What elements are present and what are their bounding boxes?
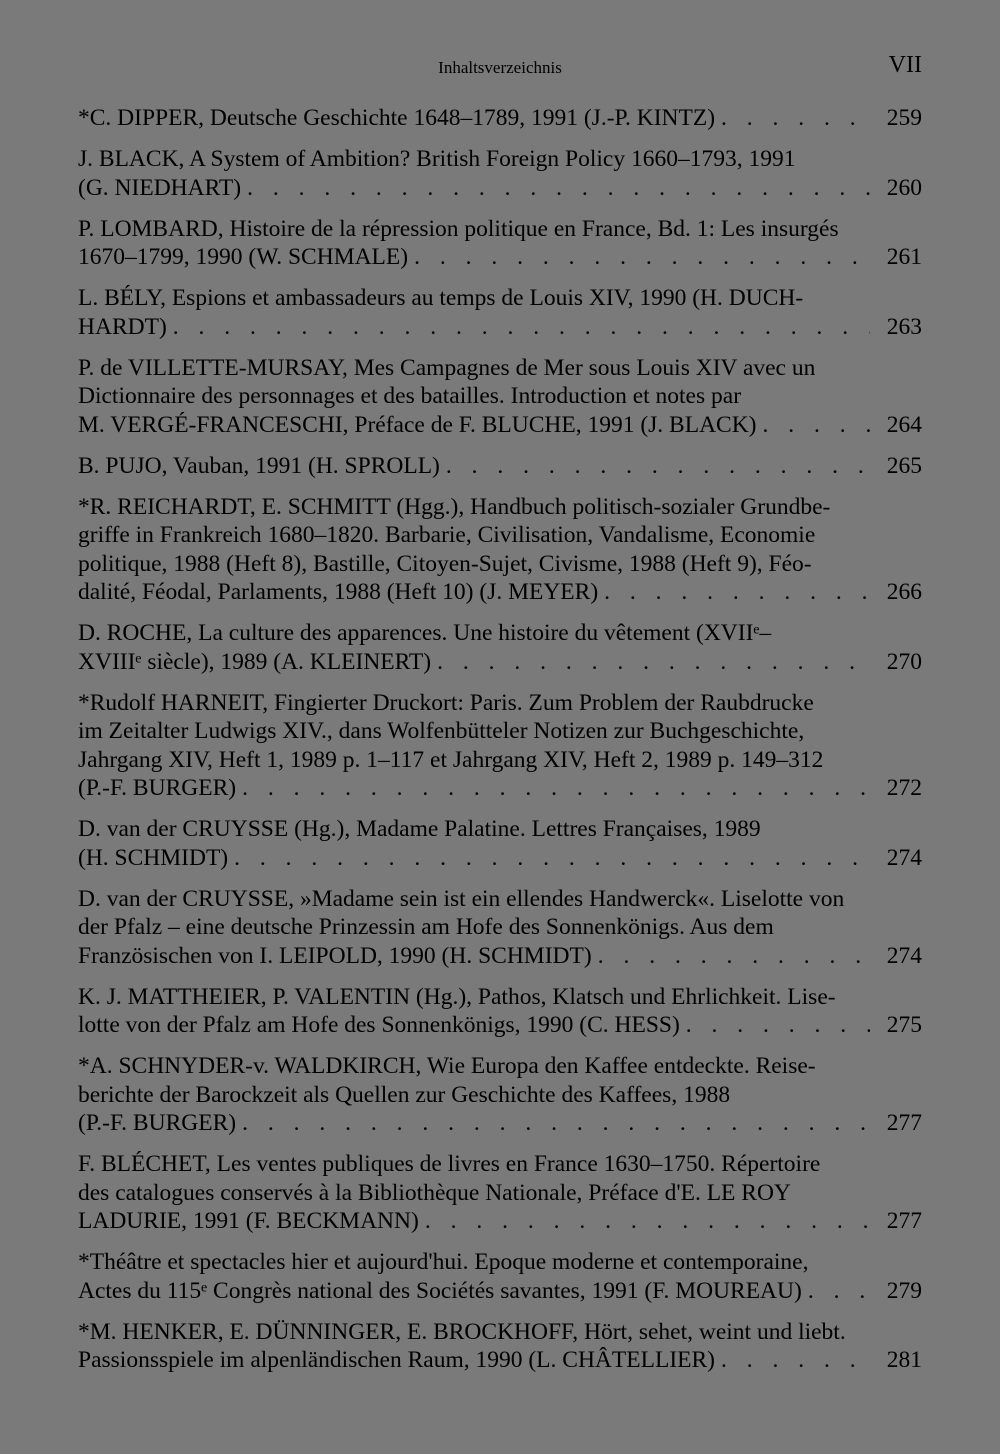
toc-entry-line: *A. SCHNYDER-v. WALDKIRCH, Wie Europa den Kaffee entdeckte. Reise- xyxy=(78,1053,816,1079)
toc-entry-last-line xyxy=(78,104,922,133)
toc-entry xyxy=(78,619,922,676)
toc-entry xyxy=(78,815,922,872)
toc-entry-text: HARDT) xyxy=(78,313,167,340)
dot-leader xyxy=(757,411,870,440)
toc-entry-last-line xyxy=(78,174,922,203)
toc-entry-last-line xyxy=(78,648,922,677)
toc-entry-text: 1670–1799, 1990 (W. SCHMALE) xyxy=(78,244,409,270)
toc-entry-last-line xyxy=(78,313,922,342)
toc-page-number: 277 xyxy=(886,1208,922,1234)
toc-page-number: 264 xyxy=(886,411,922,438)
toc-entry-line: D. van der CRUYSSE (Hg.), Madame Palatine. Lettres Françaises, 1989 xyxy=(78,816,761,842)
toc-entry-text: (P.-F. BURGER) xyxy=(78,775,237,801)
toc-entry-line: D. van der CRUYSSE, »Madame sein ist ein ellendes Handwerck«. Liselotte von xyxy=(78,885,845,912)
toc-entry-last-line xyxy=(78,411,922,440)
toc-entry-line: *Rudolf HARNEIT, Fingierter Druckort: Paris. Zum Problem der Raubdrucke xyxy=(78,689,814,716)
dot-leader xyxy=(715,104,870,133)
header-title: Inhaltsverzeichnis xyxy=(438,58,562,77)
toc-entry xyxy=(78,493,922,607)
toc-entry-last-line xyxy=(78,774,922,803)
toc-entry xyxy=(78,215,922,272)
toc-entry xyxy=(78,1150,922,1236)
dot-leader xyxy=(419,1207,870,1236)
toc-entry-line: L. BÉLY, Espions et ambassadeurs au temps de Louis XIV, 1990 (H. DUCH- xyxy=(78,285,804,311)
toc-entry xyxy=(78,284,922,341)
toc-entry xyxy=(78,983,922,1040)
toc-entry-text: *C. DIPPER, Deutsche Geschichte 1648–1789, 1991 (J.-P. KINTZ) xyxy=(78,105,716,131)
toc-page-number: 266 xyxy=(886,579,922,605)
toc-entry-last-line xyxy=(78,1109,922,1138)
toc-entry-line: Jahrgang XIV, Heft 1, 1989 p. 1–117 et Jahrgang XIV, Heft 2, 1989 p. 149–312 xyxy=(78,746,824,773)
toc-entry xyxy=(78,145,922,202)
dot-leader xyxy=(598,578,870,607)
toc-entry-line: Dictionnaire des personnages et des batailles. Introduction et notes par xyxy=(78,383,742,409)
toc-entry-last-line xyxy=(78,1277,922,1306)
dot-leader xyxy=(592,942,870,971)
toc-entry-line: der Pfalz – eine deutsche Prinzessin am Hofe des Sonnenkönigs. Aus dem xyxy=(78,914,774,940)
toc-entry xyxy=(78,689,922,803)
toc-page-number: 277 xyxy=(886,1110,922,1136)
toc-entry-last-line xyxy=(78,1011,922,1040)
toc-entry-line: des catalogues conservés à la Bibliothèque Nationale, Préface d'E. LE ROY xyxy=(78,1179,791,1206)
toc-entry-text: dalité, Féodal, Parlaments, 1988 (Heft 10) (J. MEYER) xyxy=(78,579,599,605)
toc-entry-line: politique, 1988 (Heft 8), Bastille, Citoyen-Sujet, Civisme, 1988 (Heft 9), Féo- xyxy=(78,550,812,577)
toc-entry-text: (P.-F. BURGER) xyxy=(78,1110,237,1136)
toc-entry-text: Actes du 115ᵉ Congrès national des Sociétés savantes, 1991 (F. MOUREAU) xyxy=(78,1277,802,1304)
dot-leader xyxy=(802,1277,870,1306)
toc-page-number: 272 xyxy=(886,775,922,801)
toc-entry-last-line xyxy=(78,1346,922,1375)
toc-entry-line: J. BLACK, A System of Ambition? British Foreign Policy 1660–1793, 1991 xyxy=(78,146,796,172)
toc-entry xyxy=(78,452,922,481)
toc-page-number: 263 xyxy=(886,313,922,340)
toc-entry-line: K. J. MATTHEIER, P. VALENTIN (Hg.), Pathos, Klatsch und Ehrlichkeit. Lise- xyxy=(78,983,836,1010)
toc-entry-last-line xyxy=(78,844,922,873)
toc-page-number: 281 xyxy=(886,1347,922,1373)
dot-leader xyxy=(236,1109,870,1138)
toc-entry-text: lotte von der Pfalz am Hofe des Sonnenkönigs, 1990 (C. HESS) xyxy=(78,1012,680,1038)
toc-entry-line: P. de VILLETTE-MURSAY, Mes Campagnes de Mer sous Louis XIV avec un xyxy=(78,354,816,381)
toc-entry xyxy=(78,1052,922,1138)
toc-entry-line: P. LOMBARD, Histoire de la répression politique en France, Bd. 1: Les insurgés xyxy=(78,215,839,242)
running-header xyxy=(78,52,922,84)
dot-leader xyxy=(241,174,870,203)
header-page-number: VII xyxy=(888,52,922,78)
toc-entry xyxy=(78,885,922,971)
dot-leader xyxy=(440,452,870,481)
dot-leader xyxy=(408,243,870,272)
toc-entry-last-line xyxy=(78,243,922,272)
toc-entry-text: XVIIIᵉ siècle), 1989 (A. KLEINERT) xyxy=(78,648,432,675)
toc-entry-last-line xyxy=(78,942,922,971)
toc-entry-text: LADURIE, 1991 (F. BECKMANN) xyxy=(78,1208,419,1234)
toc-page-number: 265 xyxy=(886,452,922,479)
dot-leader xyxy=(715,1346,870,1375)
toc-page-number: 274 xyxy=(886,844,922,871)
toc-entry-line: *M. HENKER, E. DÜNNINGER, E. BROCKHOFF, Hört, sehet, weint und liebt. xyxy=(78,1318,846,1345)
toc-entry xyxy=(78,354,922,440)
dot-leader xyxy=(680,1011,870,1040)
toc-entry-text: M. VERGÉ-FRANCESCHI, Préface de F. BLUCHE, 1991 (J. BLACK) xyxy=(78,411,757,438)
toc-entry-text: B. PUJO, Vauban, 1991 (H. SPROLL) xyxy=(78,452,440,479)
toc-page-number: 275 xyxy=(886,1012,922,1038)
dot-leader xyxy=(228,844,870,873)
toc-entry-line: F. BLÉCHET, Les ventes publiques de livres en France 1630–1750. Répertoire xyxy=(78,1151,821,1177)
toc-entry-text: Passionsspiele im alpenländischen Raum, 1990 (L. CHÂTELLIER) xyxy=(78,1347,716,1373)
toc-entry-line: im Zeitalter Ludwigs XIV., dans Wolfenbütteler Notizen zur Buchgeschichte, xyxy=(78,718,805,744)
toc-entry-last-line xyxy=(78,578,922,607)
toc-entry-last-line xyxy=(78,452,922,481)
toc-entries xyxy=(78,104,922,1387)
toc-page-number: 279 xyxy=(886,1277,922,1304)
dot-leader xyxy=(431,648,870,677)
dot-leader xyxy=(236,774,870,803)
toc-entry-text: Französischen von I. LEIPOLD, 1990 (H. SCHMIDT) xyxy=(78,942,592,969)
toc-page-number: 259 xyxy=(886,105,922,131)
toc-entry-line: berichte der Barockzeit als Quellen zur Geschichte des Kaffees, 1988 xyxy=(78,1081,731,1108)
toc-entry-line: griffe in Frankreich 1680–1820. Barbarie, Civilisation, Vandalisme, Economie xyxy=(78,522,816,548)
toc-entry-text: (H. SCHMIDT) xyxy=(78,844,229,871)
toc-entry xyxy=(78,1318,922,1375)
toc-entry xyxy=(78,1248,922,1305)
toc-page-number: 270 xyxy=(886,648,922,675)
toc-entry-last-line xyxy=(78,1207,922,1236)
toc-page-number: 260 xyxy=(886,174,922,201)
toc-entry-text: (G. NIEDHART) xyxy=(78,174,242,201)
toc-entry xyxy=(78,104,922,133)
toc-entry-line: D. ROCHE, La culture des apparences. Une histoire du vêtement (XVIIᵉ– xyxy=(78,620,772,646)
toc-entry-line: *R. REICHARDT, E. SCHMITT (Hgg.), Handbuch politisch-sozialer Grundbe- xyxy=(78,493,831,520)
toc-page-number: 274 xyxy=(886,942,922,969)
toc-page-number: 261 xyxy=(886,244,922,270)
toc-entry-line: *Théâtre et spectacles hier et aujourd'hui. Epoque moderne et contemporaine, xyxy=(78,1249,809,1275)
dot-leader xyxy=(167,313,870,342)
